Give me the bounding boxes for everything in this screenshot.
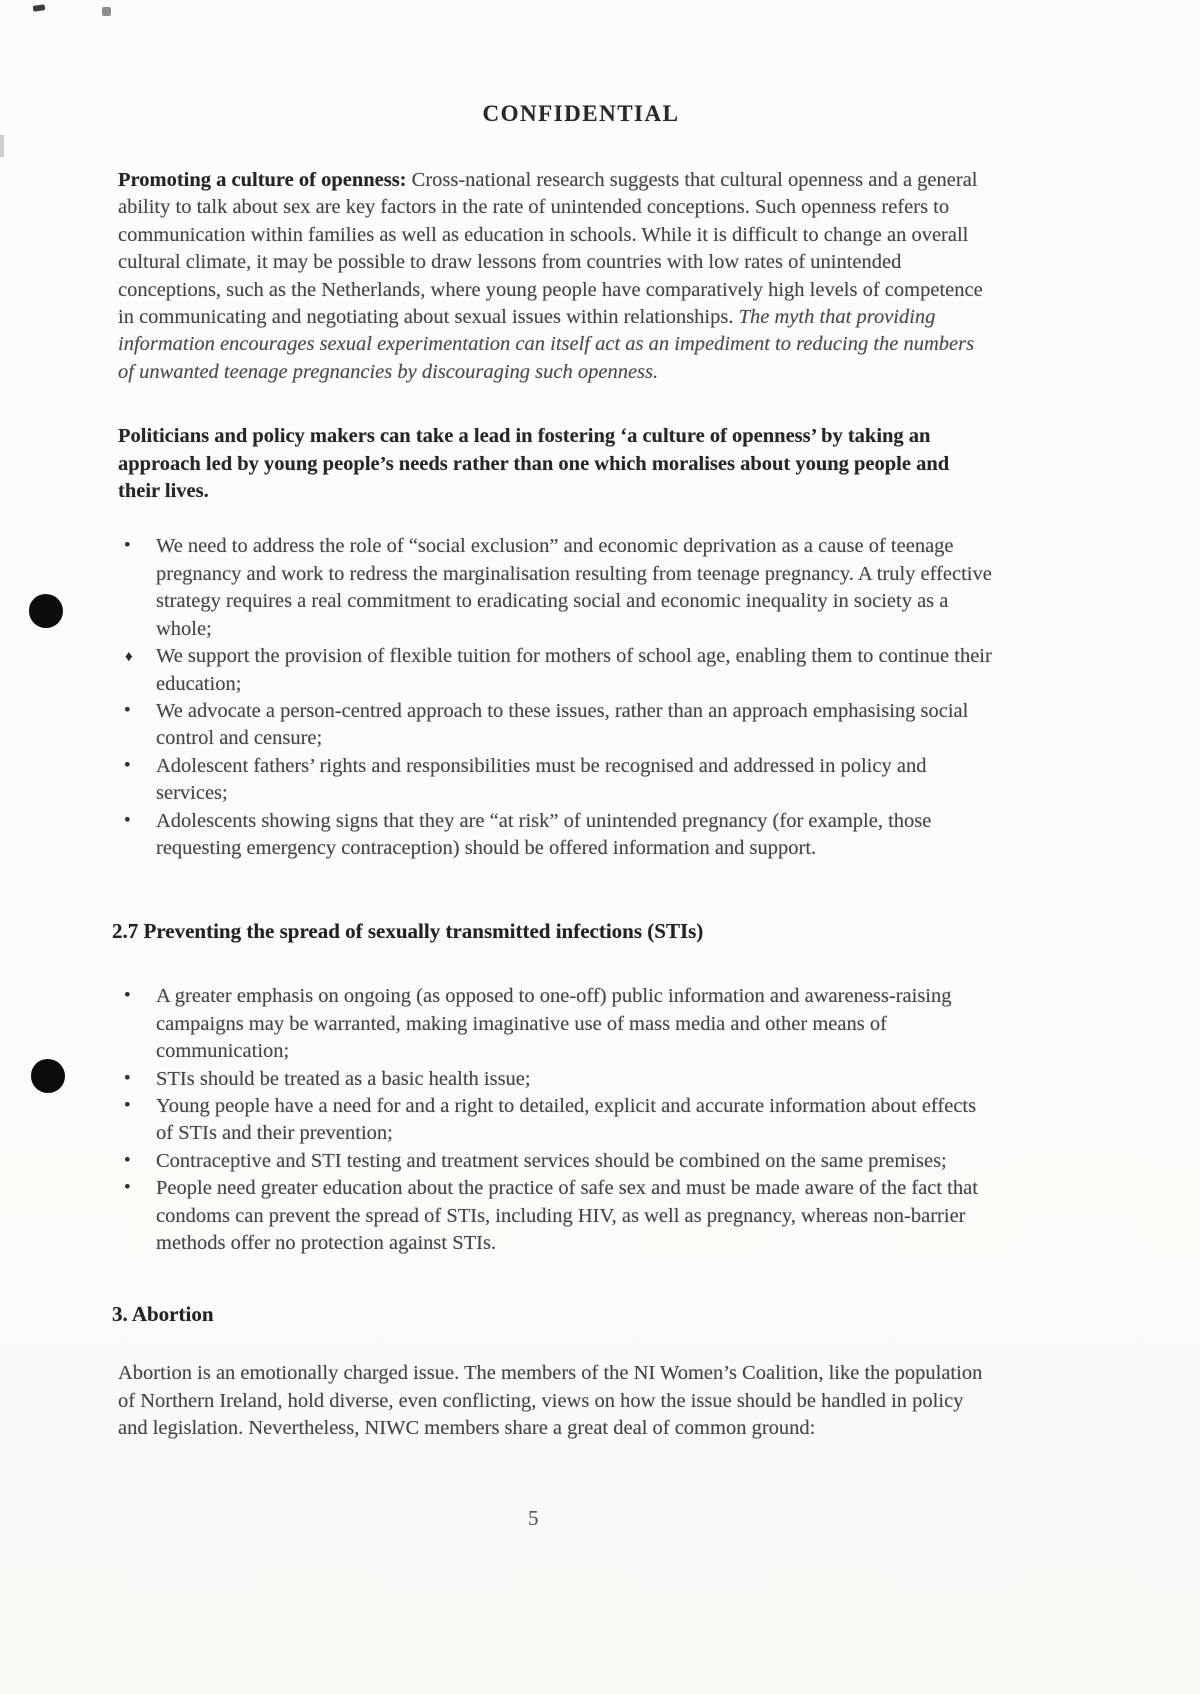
bullet-text: We advocate a person-centred approach to these issues, rather than an approach emphasising social control and censure; [156, 699, 969, 750]
bullet-icon: • [124, 1094, 131, 1116]
list-item [118, 1066, 992, 1093]
bullet-text: Contraceptive and STI testing and treatment services should be combined on the same premises; [156, 1149, 947, 1172]
scan-artifact-speck [33, 4, 46, 12]
openness-italic-note: The myth that providing information encourages sexual experimentation can itself act as an impediment to reducing the numbers of unwanted teenage pregnancies by discouraging such openness. [118, 306, 975, 383]
bullet-text: STIs should be treated as a basic health issue; [156, 1067, 531, 1090]
bullet-icon: • [124, 535, 131, 557]
bullet-icon: • [124, 1149, 131, 1171]
sti-section-heading: 2.7 Preventing the spread of sexually transmitted infections (STIs) [112, 919, 704, 944]
openness-lead-label: Promoting a culture of openness: [118, 169, 407, 191]
list-item [118, 533, 992, 643]
scan-artifact-edge [0, 135, 4, 157]
list-item [118, 643, 992, 698]
bullet-icon: • [124, 985, 131, 1007]
bullet-icon: • [124, 1067, 131, 1089]
bullet-icon: • [124, 1177, 131, 1199]
policy-statement: Politicians and policy makers can take a lead in fostering ‘a culture of openness’ by taking an approach led by young people’s needs rather than one which moralises about young people and their lives. [118, 425, 950, 503]
confidential-header: CONFIDENTIAL [482, 101, 680, 126]
page-number: 5 [528, 1506, 539, 1530]
bullet-text: Young people have a need for and a right to detailed, explicit and accurate information about effects of STIs and their prevention; [156, 1094, 977, 1145]
bullet-text: Adolescents showing signs that they are “at risk” of unintended pregnancy (for example, those requesting emergency contraception) should be offered information and support. [156, 809, 932, 859]
list-item [118, 1148, 992, 1175]
abortion-section-heading: 3. Abortion [112, 1302, 214, 1327]
bullet-text: We need to address the role of “social exclusion” and economic deprivation as a cause of teenage pregnancy and work to redress the marginalisation resulting from teenage pregnancy. A truly effective strategy requires a real commitment to eradicating social and economic inequality in society as a whole; [156, 535, 992, 640]
openness-body-text: Cross-national research suggests that cultural openness and a general ability to talk about sex are key factors in the rate of unintended conceptions. Such openness refers to communication within families as well as education in schools. While it is difficult to change an overall cultural climate, it may be possible to draw lessons from countries with low rates of unintended conceptions, such as the Netherlands, where young people have comparatively high levels of competence in communicating and negotiating about sexual issues within relationships. [118, 169, 983, 329]
list-item [118, 753, 992, 808]
bullet-icon: • [124, 699, 131, 721]
bullet-text: A greater emphasis on ongoing (as opposed to one-off) public information and awareness-raising campaigns may be warranted, making imaginative use of mass media and other means of communication; [156, 985, 952, 1063]
document-body [112, 100, 992, 1443]
bullet-icon: • [124, 754, 131, 776]
diamond-bullet-icon: ♦ [125, 649, 133, 666]
list-item [118, 808, 992, 863]
list-item [118, 698, 992, 753]
hole-punch-mark [31, 1059, 65, 1093]
list-item [118, 1175, 992, 1257]
bullet-text: Adolescent fathers’ rights and responsibilities must be recognised and addressed in policy and services; [156, 754, 927, 805]
bullet-text: People need greater education about the practice of safe sex and must be made aware of the fact that condoms can prevent the spread of STIs, including HIV, as well as pregnancy, whereas non-barrier methods offer no protection against STIs. [156, 1177, 978, 1254]
bullet-text: We support the provision of flexible tuition for mothers of school age, enabling them to continue their education; [156, 645, 992, 695]
abortion-intro-paragraph: Abortion is an emotionally charged issue. The members of the NI Women’s Coalition, like the population of Northern Ireland, hold diverse, even conflicting, views on how the issue should be handled in policy and legislation. Nevertheless, NIWC members share a great deal of common ground: [118, 1362, 983, 1440]
sti-bullet-list [118, 983, 992, 1257]
openness-bullet-list [118, 533, 992, 862]
list-item [118, 1093, 992, 1148]
scan-artifact-speck [102, 7, 111, 16]
hole-punch-mark [29, 594, 63, 628]
bullet-icon: • [124, 809, 131, 831]
openness-paragraph [118, 167, 992, 386]
list-item [118, 983, 992, 1065]
